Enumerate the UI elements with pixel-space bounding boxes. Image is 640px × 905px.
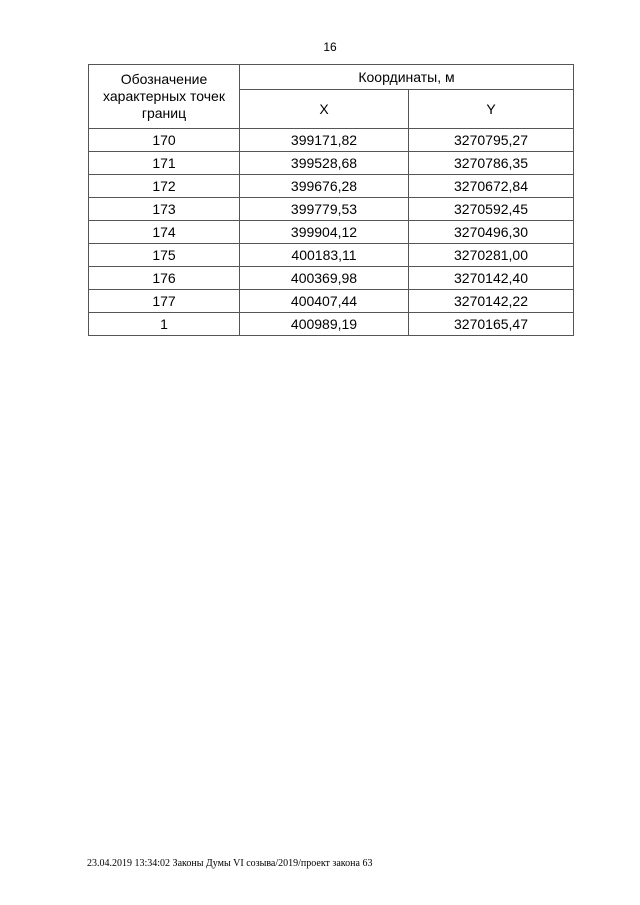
y-cell: 3270281,00: [409, 244, 574, 267]
x-cell: 399904,12: [240, 221, 409, 244]
x-cell: 399676,28: [240, 175, 409, 198]
table-row: [89, 129, 574, 152]
coordinates-table: [88, 64, 574, 336]
table-row: [89, 221, 574, 244]
y-cell: 3270496,30: [409, 221, 574, 244]
document-footer: 23.04.2019 13:34:02 Законы Думы VI созыва/2019/проект закона 63: [87, 858, 373, 869]
y-cell: 3270672,84: [409, 175, 574, 198]
table-row: [89, 198, 574, 221]
point-cell: 172: [89, 175, 240, 198]
table-row: [89, 244, 574, 267]
point-cell: 175: [89, 244, 240, 267]
x-cell: 400407,44: [240, 290, 409, 313]
x-cell: 399171,82: [240, 129, 409, 152]
table-row: [89, 152, 574, 175]
table-row: [89, 313, 574, 336]
x-cell: 399528,68: [240, 152, 409, 175]
y-cell: 3270795,27: [409, 129, 574, 152]
point-cell: 177: [89, 290, 240, 313]
header-point-designation: Обозначение характерных точек границ: [89, 65, 240, 129]
header-y: Y: [409, 90, 574, 129]
table-body: [89, 129, 574, 336]
table-row: [89, 267, 574, 290]
page-number: 16: [323, 40, 337, 54]
x-cell: 400989,19: [240, 313, 409, 336]
point-cell: 173: [89, 198, 240, 221]
header-row-top: [89, 65, 574, 90]
header-coordinates: Координаты, м: [240, 65, 574, 90]
point-cell: 171: [89, 152, 240, 175]
point-cell: 170: [89, 129, 240, 152]
table-row: [89, 175, 574, 198]
point-cell: 1: [89, 313, 240, 336]
y-cell: 3270165,47: [409, 313, 574, 336]
y-cell: 3270142,22: [409, 290, 574, 313]
point-cell: 176: [89, 267, 240, 290]
x-cell: 400369,98: [240, 267, 409, 290]
table-row: [89, 290, 574, 313]
x-cell: 399779,53: [240, 198, 409, 221]
y-cell: 3270592,45: [409, 198, 574, 221]
x-cell: 400183,11: [240, 244, 409, 267]
header-x: X: [240, 90, 409, 129]
point-cell: 174: [89, 221, 240, 244]
y-cell: 3270142,40: [409, 267, 574, 290]
table-header: [89, 65, 574, 129]
y-cell: 3270786,35: [409, 152, 574, 175]
